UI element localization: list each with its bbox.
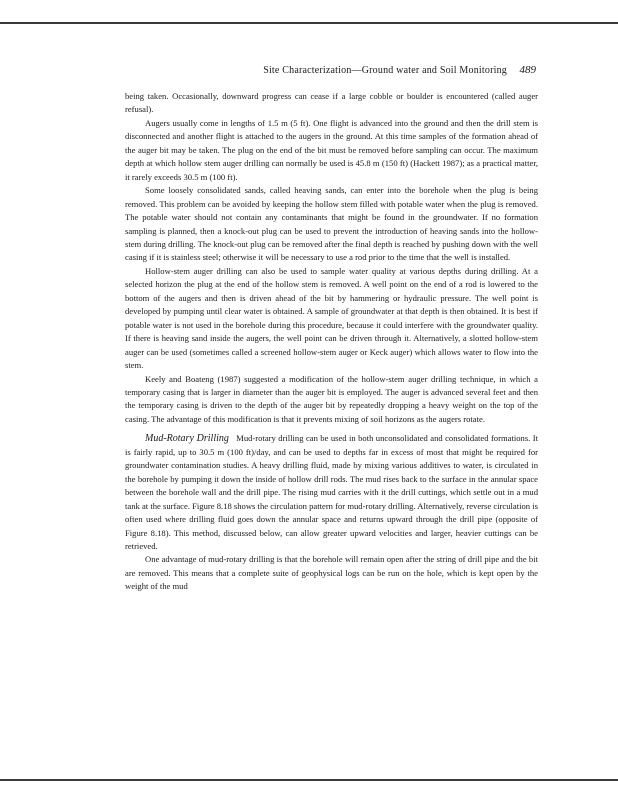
paragraph-water-sampling: Hollow-stem auger drilling can also be used to sample water quality at various depths during drilling. At a selected horizon the plug at the end of the hollow stem is removed. A well point on the end of a rod is lowered to the bottom of the augers and then is driven ahead of the bit by hammering or hydraulic pressure. The well point is developed by pumping until clear water is obtained. A sample of groundwater at that depth is then obtained. It is best if potable water is not used in the borehole during this procedure, because it could interfere with the groundwater quality. If there is heaving sand inside the augers, the well point can be driven through it. Alternatively, a slotted hollow-stem auger can be used (sometimes called a screened hollow-stem auger or Keck auger) which allows water to flow into the stem. xyxy=(125,265,538,371)
running-title: Site Characterization—Ground water and Soil Monitoring xyxy=(263,65,507,76)
paragraph-auger-lengths: Augers usually come in lengths of 1.5 m (5 ft). One flight is advanced into the ground and then the drill stem is disconnected and another flight is attached to the augers in the ground. At this time samples of the formation ahead of the auger bit may be taken. The plug on the end of the bit must be removed before sampling can occur. The maximum depth at which hollow stem auger drilling can normally be used is 45.8 m (150 ft) (Hackett 1987); as a practical matter, it rarely exceeds 30.5 m (100 ft). xyxy=(125,117,538,182)
bottom-scan-border xyxy=(0,779,618,781)
paragraph-keely-boateng: Keely and Boateng (1987) suggested a modification of the hollow-stem auger drilling technique, in which a temporary casing that is larger in diameter than the auger bit is employed. The auger is advanced several feet and then the temporary casing is driven to the depth of the auger bit by repeatedly dropping a heavy weight on the top of the casing. The advantage of this modification is that it prevents mixing of soil horizons as the augers rotate. xyxy=(125,373,538,424)
top-scan-border xyxy=(0,22,618,24)
paragraph-heaving-sands: Some loosely consolidated sands, called heaving sands, can enter into the borehole when the plug is being removed. This problem can be avoided by keeping the hollow stem filled with potable water when the plug is removed. The potable water should not contain any contaminants that might be found in the groundwater. If no formation sampling is planned, then a knock-out plug can be used to prevent the introduction of heaving sands into the hollow-stem during drilling. The knock-out plug can be removed after the final depth is reached by pushing down with the well casing if it is stainless steel; otherwise it will be necessary to use a rod prior to the time that the well is installed. xyxy=(125,185,538,263)
paragraph-mud-rotary-intro xyxy=(125,432,538,553)
body-text xyxy=(125,90,538,594)
paragraph-mud-rotary-advantage: One advantage of mud-rotary drilling is that the borehole will remain open after the string of drill pipe and the bit are removed. This means that a complete suite of geophysical logs can be run on the hole, which is kept open by the weight of the mud xyxy=(125,554,538,592)
page-number: 489 xyxy=(519,64,536,76)
section-heading-mud-rotary: Mud-Rotary Drilling xyxy=(145,433,229,445)
mud-rotary-text: Mud-rotary drilling can be used in both unconsolidated and consolidated formations. It is fairly rapid, up to 30.5 m (100 ft)/day, and can be used to depths far in excess of most that might be required for groundwater contamination studies. A heavy drilling fluid, made by mixing various additives to water, is circulated in the borehole by pumping it down the inside of hollow drill rods. The mud rises back to the surface in the annular space between the borehole wall and the drill pipe. The rising mud carries with it the drill cuttings, which settle out in a mud tank at the surface. Figure 8.18 shows the circulation pattern for mud-rotary drilling. Alternatively, reverse circulation is often used where drilling fluid goes down the annular space and returns upward through the drill pipe (opposite of Figure 8.18). This method, discussed below, can allow greater upward velocities and larger, heavier cuttings can be retrieved. xyxy=(125,433,539,551)
running-header xyxy=(263,64,536,76)
paragraph-auger-refusal: being taken. Occasionally, downward progress can cease if a large cobble or boulder is encountered (called auger refusal). xyxy=(125,91,538,115)
